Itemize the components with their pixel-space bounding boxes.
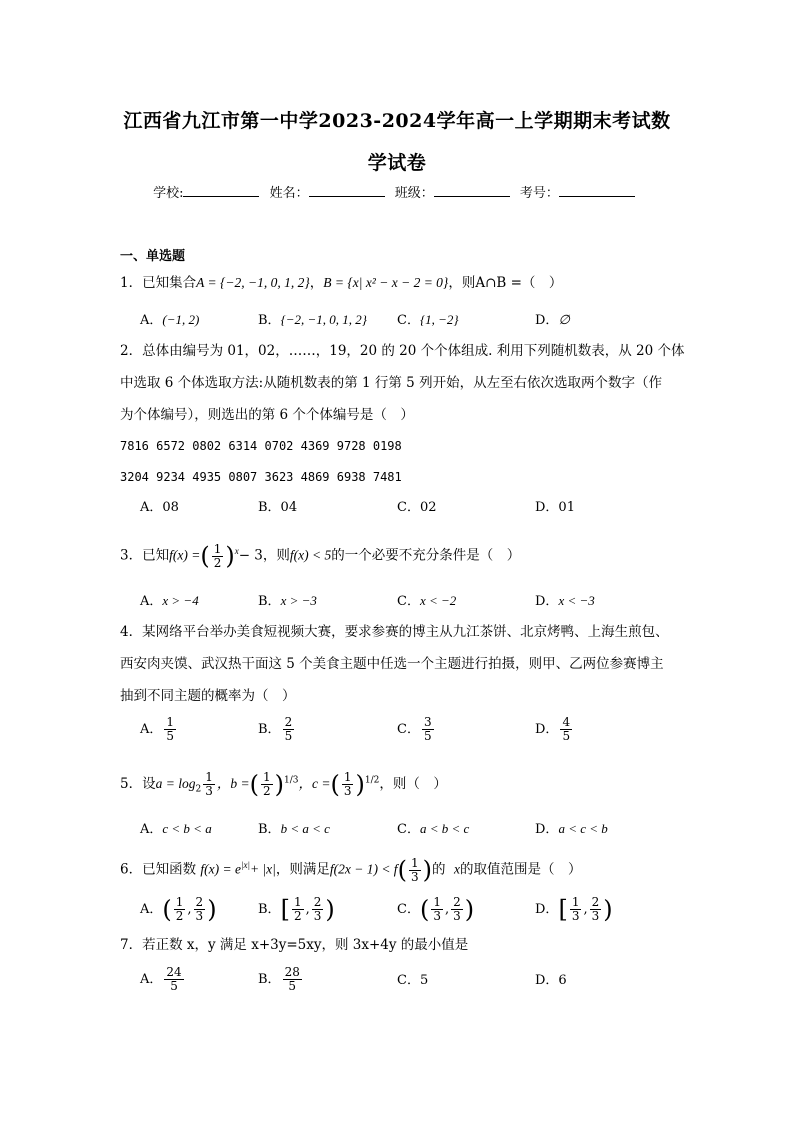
q6-ineq: f(2x − 1) < f (329, 861, 398, 877)
q3-d-label: D． (535, 594, 559, 609)
q6-option-a[interactable]: A．( $\frac{1}{2}$ , $\frac{2}{3}$ ) (140, 895, 217, 924)
q7-option-d[interactable]: D．6 (535, 973, 567, 988)
random-table-row2: 3204 9234 4935 0807 3623 4869 6938 7481 (120, 470, 402, 484)
exam-title-line2: 学试卷 (367, 152, 427, 174)
q5-b-exp: 1/3 (283, 775, 299, 786)
q7-b-label: B． (258, 972, 281, 987)
school-label: 学校: (153, 186, 184, 201)
q7-a-frac: $\frac{24}{5}$ (166, 965, 182, 993)
q4-option-d[interactable] (535, 716, 574, 743)
q6-var: x (454, 861, 461, 877)
q6-option-b[interactable]: B．[ $\frac{1}{2}$ , $\frac{2}{3}$ ) (258, 895, 335, 924)
q3-func: f(x) = (169, 547, 201, 563)
q2-option-b[interactable]: B．04 (258, 500, 298, 515)
q6-suffix1: 的 (431, 861, 446, 878)
q1-a-value: (−1, 2) (162, 312, 200, 327)
q3-option-a[interactable] (140, 592, 199, 611)
school-blank[interactable] (183, 184, 259, 197)
q5-prefix: 5．设 (120, 776, 156, 792)
q5-b-frac: $\frac{1}{2}$ (262, 770, 271, 798)
q3-a-label: A． (140, 594, 163, 609)
q1-stem-a: 1．已知集合 (120, 275, 197, 291)
q3-exp: x (234, 546, 239, 556)
q4-c-label: C． (397, 722, 420, 737)
q6-d-label: D． (535, 902, 559, 917)
q5-d-value: a < c < b (558, 821, 608, 836)
q1-option-a[interactable] (140, 311, 199, 330)
q4-line2: 西安肉夹馍、武汉热干面这 5 个美食主题中任选一个主题进行拍摄，则甲、乙两位参赛博主 (120, 656, 664, 672)
q1-option-d[interactable] (535, 311, 570, 330)
q3-suffix: 的一个必要不充分条件是（ ） (331, 547, 521, 564)
q7-option-c[interactable]: C．5 (397, 973, 429, 988)
q4-option-a[interactable] (140, 716, 178, 743)
q4-d-frac: $\frac{4}{5}$ (562, 715, 571, 743)
q7-option-a[interactable] (140, 966, 186, 993)
q4-line3: 抽到不同主题的概率为（ ） (120, 688, 296, 704)
q5-c-value: a < b < c (419, 821, 470, 836)
q7-a-label: A． (140, 972, 163, 987)
q2-line2: 中选取 6 个体选取方法:从随机数表的第 1 行第 5 列开始，从左至右依次选取两个数字（作 (120, 375, 663, 391)
q6-func-tail: + |x| (249, 861, 276, 877)
q3-b-value: x > −3 (280, 593, 317, 608)
q4-line1: 4．某网络平台举办美食短视频大赛，要求参赛的博主从九江茶饼、北京烤鸭、上海生煎包、 (120, 624, 669, 640)
q5-c-frac: $\frac{1}{3}$ (343, 770, 352, 798)
q5-option-a[interactable] (140, 820, 212, 839)
q3-cond: f(x) < 5 (289, 547, 332, 563)
q1-option-b[interactable] (258, 311, 367, 330)
question-5: 5．设$a = \log_2$ $\frac{1}{3}$ ，b =( $\frac{1}{2}$ )$^{1/3}$，c =( $\frac{1}{3}$ )$^{1/2}$，则（ ） (120, 770, 447, 799)
q7-option-b[interactable] (258, 966, 304, 993)
q5-b-expr: ，b = (216, 776, 250, 791)
q5-a-label: A． (140, 822, 163, 837)
q4-b-frac: $\frac{2}{5}$ (284, 715, 293, 743)
q6-prefix: 6．已知函数 (120, 861, 197, 878)
name-blank[interactable] (309, 184, 385, 197)
question-6: 6．已知函数 $f(x) = e^{|x|}+ |x|$，则满足f(2x − 1) < f( $\frac{1}{3}$ )的 x的取值范围是（ ） (120, 855, 582, 884)
q3-prefix: 3．已知 (120, 547, 170, 564)
q6-b-label: B． (258, 902, 281, 917)
q4-c-frac: $\frac{3}{5}$ (423, 715, 432, 743)
q3-option-b[interactable] (258, 592, 317, 611)
q5-c-label: C． (397, 822, 420, 837)
q3-tail: − 3，则 (238, 547, 290, 564)
q6-func-exp: |x| (240, 860, 250, 870)
id-blank[interactable] (559, 184, 635, 197)
q4-a-label: A． (140, 722, 163, 737)
q5-c-expr: ，c = (298, 776, 331, 791)
q6-option-d[interactable]: D．[ $\frac{1}{3}$ , $\frac{2}{3}$ ) (535, 895, 613, 924)
q1-b-value: {−2, −1, 0, 1, 2} (280, 312, 368, 327)
question-1 (120, 274, 562, 292)
student-info-row (0, 182, 794, 201)
q1-c-label: C． (397, 313, 420, 328)
q6-a-label: A． (140, 902, 163, 917)
q5-a-value: c < b < a (162, 821, 212, 836)
q4-option-b[interactable] (258, 716, 296, 743)
question-7: 7．若正数 x，y 满足 x+3y=5xy，则 3x+4y 的最小值是 (120, 937, 469, 953)
q3-a-value: x > −4 (162, 593, 199, 608)
q4-option-c[interactable] (397, 716, 436, 743)
q1-set-a: A = {−2, −1, 0, 1, 2} (196, 275, 310, 290)
section-heading: 一、单选题 (120, 249, 186, 264)
q4-b-label: B． (258, 722, 281, 737)
q5-c-exp: 1/2 (364, 775, 380, 786)
q6-mid: ，则满足 (275, 861, 330, 878)
q3-frac: $\frac{1}{2}$ (213, 541, 222, 570)
q5-d-label: D． (535, 822, 559, 837)
q5-a-expr: a = log (155, 776, 196, 791)
q4-a-frac: $\frac{1}{5}$ (166, 715, 175, 743)
q6-option-c[interactable]: C．( $\frac{1}{3}$ , $\frac{2}{3}$ ) (397, 895, 475, 924)
q2-option-a[interactable]: A．08 (140, 500, 179, 515)
q7-b-frac: $\frac{28}{5}$ (284, 965, 300, 993)
q1-set-b: B = {x| x² − x − 2 = 0} (323, 275, 449, 290)
question-3: 3．已知f(x) =( $\frac{1}{2}$ )$^x$− 3，则f(x) < 5的一个必要不充分条件是（ ） (120, 541, 521, 570)
q3-option-c[interactable] (397, 592, 456, 611)
q6-func: f(x) = e (200, 861, 241, 877)
name-label: 姓名： (269, 186, 309, 201)
class-label: 班级： (394, 186, 434, 201)
id-label: 考号： (519, 186, 559, 201)
q6-ineq-frac: $\frac{1}{3}$ (410, 855, 419, 884)
q4-d-label: D． (535, 722, 559, 737)
q2-option-c[interactable]: C．02 (397, 500, 437, 515)
q2-option-d[interactable]: D．01 (535, 500, 575, 515)
q3-option-d[interactable] (535, 592, 595, 611)
q3-b-label: B． (258, 594, 281, 609)
q5-suffix: ，则（ ） (379, 776, 447, 792)
q3-c-label: C． (397, 594, 420, 609)
q2-line1: 2．总体由编号为 01，02，……，19，20 的 20 个个体组成. 利用下列随机数表，从 20 个体 (120, 343, 685, 359)
q1-option-c[interactable] (397, 311, 459, 330)
q5-a-frac: $\frac{1}{3}$ (205, 770, 213, 798)
q5-b-value: b < a < c (280, 821, 330, 836)
class-blank[interactable] (434, 184, 510, 197)
q6-c-label: C． (397, 902, 420, 917)
q1-stem-b: ，则A∩B =（ ） (448, 275, 563, 291)
q3-d-value: x < −3 (558, 593, 595, 608)
q5-b-label: B． (258, 822, 281, 837)
q2-line3: 为个体编号），则选出的第 6 个个体编号是（ ） (120, 407, 414, 423)
q1-sep: ， (309, 275, 324, 291)
q5-option-c[interactable] (397, 820, 469, 839)
exam-title-line1: 江西省九江市第一中学2023-2024学年高一上学期期末考试数 (123, 110, 671, 132)
random-table-row1: 7816 6572 0802 6314 0702 4369 9728 0198 (120, 439, 402, 453)
q6-suffix2: 的取值范围是（ ） (460, 861, 582, 878)
q5-a-base: 2 (195, 784, 202, 795)
q1-a-label: A． (140, 313, 163, 328)
q1-c-value: {1, −2} (419, 312, 459, 327)
q1-d-label: D． (535, 313, 559, 328)
q1-b-label: B． (258, 313, 281, 328)
q3-c-value: x < −2 (419, 593, 457, 608)
q1-d-value: ∅ (558, 312, 570, 327)
q5-option-d[interactable] (535, 820, 608, 839)
q5-option-b[interactable] (258, 820, 330, 839)
